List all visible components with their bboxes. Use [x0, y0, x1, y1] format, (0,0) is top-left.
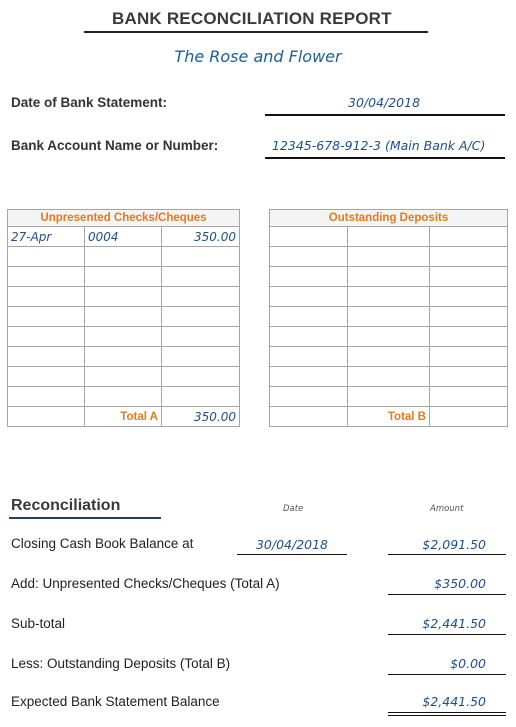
closing-balance-label: Closing Cash Book Balance at [11, 536, 194, 551]
amount-cell[interactable] [430, 367, 508, 387]
date-cell[interactable] [8, 267, 85, 287]
date-cell[interactable] [270, 287, 348, 307]
amount-cell[interactable] [162, 327, 240, 347]
table-row [8, 227, 240, 247]
total-a-spacer [8, 407, 85, 427]
subtotal-underline [388, 634, 506, 635]
reconciliation-underline [9, 517, 161, 519]
date-cell[interactable] [8, 367, 85, 387]
amount-cell[interactable] [430, 267, 508, 287]
table-row [8, 287, 240, 307]
date-cell[interactable] [270, 347, 348, 367]
table-row [8, 387, 240, 407]
reference-cell[interactable] [85, 267, 162, 287]
amount-cell[interactable] [162, 307, 240, 327]
add-amount-underline [388, 594, 506, 595]
amount-cell[interactable] [430, 247, 508, 267]
date-cell[interactable] [270, 227, 348, 247]
closing-amount-value[interactable]: $2,091.50 [422, 537, 486, 552]
table-row [270, 347, 508, 367]
amount-cell[interactable] [430, 327, 508, 347]
date-cell[interactable] [8, 387, 85, 407]
account-underline [265, 157, 505, 159]
amount-column-header: Amount [430, 504, 464, 514]
table-row [8, 267, 240, 287]
reference-cell[interactable] [348, 247, 430, 267]
reference-cell[interactable] [85, 307, 162, 327]
table-row [270, 367, 508, 387]
total-b-label: Total B [348, 407, 430, 427]
reference-cell[interactable] [85, 327, 162, 347]
reference-cell[interactable] [348, 327, 430, 347]
date-cell[interactable] [8, 287, 85, 307]
statement-date-underline [265, 114, 505, 116]
unpresented-checks-table [7, 209, 240, 427]
expected-underline-1 [388, 712, 506, 713]
less-outstanding-amount: $0.00 [450, 656, 486, 671]
amount-cell[interactable] [162, 287, 240, 307]
subtotal-amount: $2,441.50 [422, 616, 486, 631]
closing-amount-underline [388, 554, 506, 555]
reference-cell[interactable] [348, 267, 430, 287]
table-row [270, 327, 508, 347]
date-cell[interactable]: 27-Apr [8, 227, 85, 247]
less-amount-underline [388, 674, 506, 675]
reference-cell[interactable]: 0004 [85, 227, 162, 247]
subtotal-label: Sub-total [11, 616, 66, 631]
closing-date-value[interactable]: 30/04/2018 [255, 537, 329, 552]
statement-date-value[interactable]: 30/04/2018 [348, 95, 421, 110]
total-a-label: Total A [85, 407, 162, 427]
date-cell[interactable] [270, 267, 348, 287]
add-unpresented-label: Add: Unpresented Checks/Cheques (Total A) [11, 576, 280, 591]
total-b-spacer [270, 407, 348, 427]
total-b-value [430, 407, 508, 427]
outstanding-header: Outstanding Deposits [270, 210, 508, 227]
reference-cell[interactable] [85, 367, 162, 387]
amount-cell[interactable] [430, 387, 508, 407]
amount-cell[interactable] [430, 287, 508, 307]
amount-cell[interactable] [430, 347, 508, 367]
table-row [8, 247, 240, 267]
table-row [8, 347, 240, 367]
add-unpresented-amount: $350.00 [434, 576, 486, 591]
date-cell[interactable] [270, 387, 348, 407]
date-cell[interactable] [8, 307, 85, 327]
expected-underline-2 [388, 715, 506, 716]
unpresented-header: Unpresented Checks/Cheques [8, 210, 240, 227]
table-row [270, 247, 508, 267]
table-row [8, 367, 240, 387]
expected-balance-label: Expected Bank Statement Balance [11, 694, 220, 709]
amount-cell[interactable] [162, 267, 240, 287]
reference-cell[interactable] [85, 287, 162, 307]
amount-cell[interactable] [430, 307, 508, 327]
report-title: BANK RECONCILIATION REPORT [112, 9, 392, 28]
expected-balance-amount: $2,441.50 [422, 694, 486, 709]
reference-cell[interactable] [348, 307, 430, 327]
table-row [270, 227, 508, 247]
date-cell[interactable] [270, 307, 348, 327]
table-row [270, 307, 508, 327]
table-row [270, 287, 508, 307]
reference-cell[interactable] [348, 347, 430, 367]
reference-cell[interactable] [348, 227, 430, 247]
date-column-header: Date [283, 504, 304, 514]
reconciliation-title: Reconciliation [11, 497, 121, 514]
less-outstanding-label: Less: Outstanding Deposits (Total B) [11, 656, 231, 671]
reference-cell[interactable] [348, 387, 430, 407]
date-cell[interactable] [270, 327, 348, 347]
table-row [270, 267, 508, 287]
reference-cell[interactable] [85, 387, 162, 407]
table-row [8, 307, 240, 327]
date-cell[interactable] [270, 367, 348, 387]
outstanding-deposits-table [269, 209, 508, 427]
reference-cell[interactable] [85, 347, 162, 367]
amount-cell[interactable]: 350.00 [162, 227, 240, 247]
amount-cell[interactable] [162, 387, 240, 407]
reference-cell[interactable] [348, 287, 430, 307]
amount-cell[interactable] [162, 247, 240, 267]
statement-date-label: Date of Bank Statement: [11, 95, 168, 110]
title-underline [84, 31, 428, 33]
date-cell[interactable] [270, 247, 348, 267]
reference-cell[interactable] [348, 367, 430, 387]
date-cell[interactable] [8, 247, 85, 267]
account-value[interactable]: 12345-678-912-3 (Main Bank A/C) [272, 138, 486, 153]
date-cell[interactable] [8, 347, 85, 367]
table-row [8, 327, 240, 347]
account-label: Bank Account Name or Number: [11, 138, 219, 153]
closing-date-underline [237, 554, 347, 555]
amount-cell[interactable] [430, 227, 508, 247]
total-a-value: 350.00 [162, 407, 240, 427]
reference-cell[interactable] [85, 247, 162, 267]
amount-cell[interactable] [162, 367, 240, 387]
company-name: The Rose and Flower [174, 47, 342, 66]
date-cell[interactable] [8, 327, 85, 347]
table-row [270, 387, 508, 407]
amount-cell[interactable] [162, 347, 240, 367]
